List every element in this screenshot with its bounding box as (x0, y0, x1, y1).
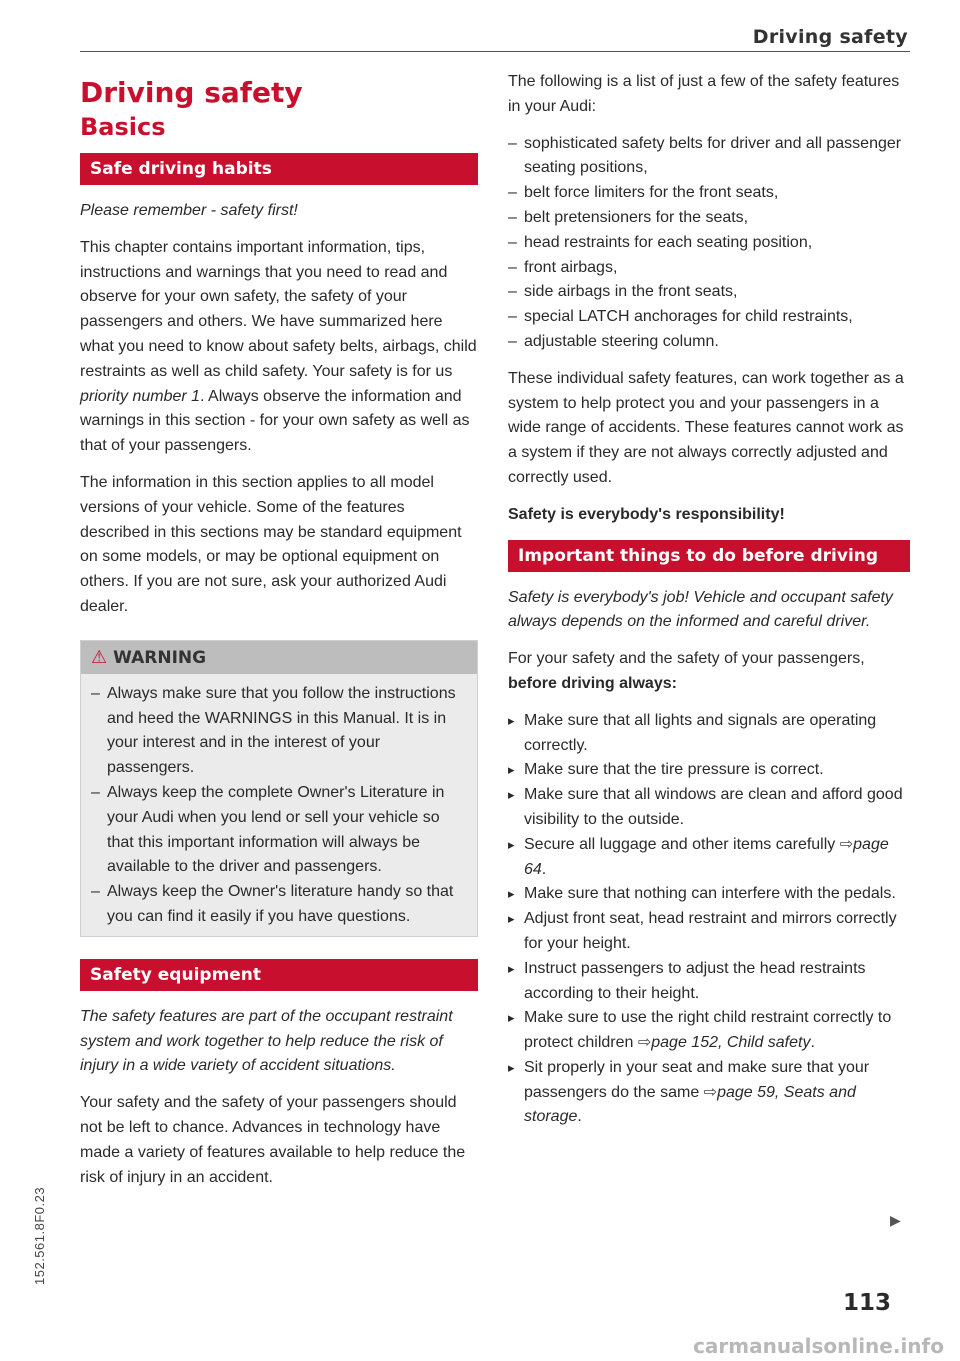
list-item: – head restraints for each seating position, (508, 231, 910, 256)
paragraph: Your safety and the safety of your passengers should not be left to chance. Advances in technology have made a variety of features available to help reduce the risk of injury in an accident. (80, 1094, 466, 1186)
checklist (508, 709, 910, 1131)
list-item (508, 1056, 910, 1130)
list-item: ▸ Adjust front seat, head restraint and mirrors correctly for your height. (508, 907, 910, 957)
warning-triangle-icon: ⚠ (91, 646, 108, 668)
responsibility-heading: Safety is everybody's responsibility! (508, 505, 785, 523)
header-divider (80, 51, 910, 52)
paragraph-text: . Always observe the information and warnings in this section - for your own safety as well as that of your passengers. (80, 387, 470, 455)
list-item-text: . (541, 860, 547, 878)
safety-features-list (508, 132, 910, 355)
paragraph-emphasis: priority number 1 (80, 387, 201, 405)
watermark: carmanualsonline.info (693, 1334, 944, 1358)
paragraph (508, 647, 910, 697)
section-heading-basics: Basics (80, 113, 166, 141)
list-item: ▸ Instruct passengers to adjust the head restraints according to their height. (508, 957, 910, 1007)
list-item: – Always make sure that you follow the instructions and heed the WARNINGS in this Manual. It is in your interest and in the interest of your passengers. (91, 682, 467, 781)
page-link[interactable]: page 152, Child safety (651, 1034, 811, 1052)
list-item: ▸ Make sure that the tire pressure is correct. (508, 758, 910, 783)
page-link[interactable]: page 64 (524, 835, 889, 878)
list-item: ▸ Make sure that nothing can interfere with the pedals. (508, 882, 910, 907)
paragraph-bold: before driving always: (508, 674, 677, 692)
paragraph-text: This chapter contains important information, tips, instructions and warnings that you need to read and observe for your own safety, the safety of your passengers and others. We have summarized here what you need to know about safety belts, airbags, child restraints as well as child safety. Your safety is for us (80, 238, 477, 380)
running-header-title: Driving safety (752, 26, 908, 48)
section-bar-before-driving: Important things to do before driving (508, 540, 910, 572)
list-item: ▸ Make sure that all windows are clean and afford good visibility to the outside. (508, 783, 910, 833)
left-column (80, 70, 478, 1202)
paragraph: The following is a list of just a few of the safety features in your Audi: (508, 73, 900, 115)
list-item: – special LATCH anchorages for child restraints, (508, 305, 910, 330)
section-intro: Safety is everybody's job! Vehicle and occupant safety always depends on the informed and careful driver. (508, 588, 893, 631)
list-item-text: Sit properly in your seat and make sure that your passengers do the same (524, 1058, 870, 1101)
list-item-text: Secure all luggage and other items carefully (524, 835, 840, 853)
section-bar-safe-driving-habits: Safe driving habits (80, 153, 478, 185)
list-item: – front airbags, (508, 256, 910, 281)
list-item: – side airbags in the front seats, (508, 280, 910, 305)
paragraph: The information in this section applies to all model versions of your vehicle. Some of the features described in this sections may be standard equipment on some models, or may be optional equipment on others. If you are not sure, ask your authorized Audi dealer. (80, 473, 462, 615)
arrow-right-icon: ⇨ (637, 1034, 652, 1052)
list-item: – sophisticated safety belts for driver and all passenger seating positions, (508, 132, 910, 182)
list-item-text: . (577, 1108, 582, 1126)
page-number: 113 (843, 1290, 892, 1316)
warning-title: WARNING (113, 647, 207, 668)
continue-arrow-icon: ▶ (890, 1212, 901, 1228)
paragraph (80, 236, 478, 459)
warning-box (80, 640, 478, 937)
section-bar-safety-equipment: Safety equipment (80, 959, 478, 991)
list-item: ▸ Make sure that all lights and signals are operating correctly. (508, 709, 910, 759)
list-item: – belt force limiters for the front seats, (508, 181, 910, 206)
paragraph-text: For your safety and the safety of your passengers, (508, 650, 865, 668)
right-column (508, 70, 910, 1130)
list-item-text: Make sure to use the right child restraint correctly to protect children (524, 1009, 892, 1052)
list-item: – Always keep the complete Owner's Literature in your Audi when you lend or sell your vehicle so that this important information will always be available to the driver and passengers. (91, 781, 467, 880)
section-intro: Please remember - safety first! (80, 202, 298, 219)
list-item-text: . (810, 1034, 815, 1052)
arrow-right-icon: ⇨ (839, 835, 854, 853)
section-intro: The safety features are part of the occupant restraint system and work together to help reduce the risk of injury in a wide variety of accident situations. (80, 1007, 453, 1075)
paragraph: These individual safety features, can work together as a system to help protect you and your passengers in a wide range of accidents. These features cannot work as a system if they are not always correctly adjusted and correctly used. (508, 369, 904, 486)
chapter-title: Driving safety (80, 76, 303, 109)
list-item: – belt pretensioners for the seats, (508, 206, 910, 231)
document-code: 152.561.8F0.23 (32, 1186, 47, 1285)
warning-header (81, 641, 477, 674)
list-item: – adjustable steering column. (508, 330, 910, 355)
page-link[interactable]: page 59, Seats and storage (524, 1083, 856, 1126)
list-item: – Always keep the Owner's literature handy so that you can find it easily if you have questions. (91, 880, 467, 930)
arrow-right-icon: ⇨ (703, 1083, 718, 1101)
list-item (508, 833, 910, 883)
list-item (508, 1006, 910, 1056)
warning-list (81, 674, 477, 936)
